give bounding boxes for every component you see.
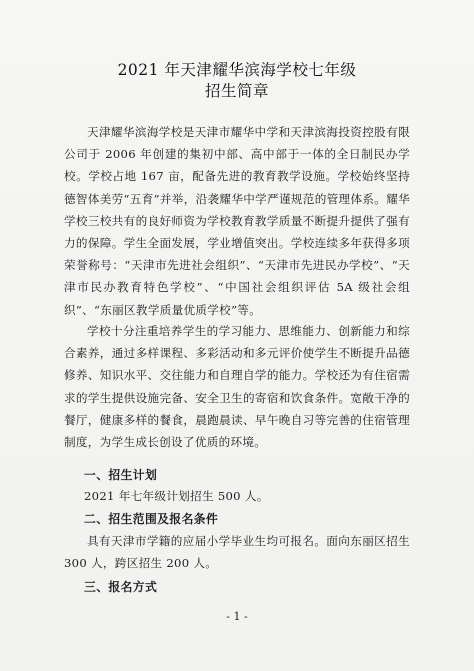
scope-text: 具有天津市学籍的应届小学毕业生均可报名。面向东丽区招生 300 人，跨区招生 200 人。 <box>64 534 410 571</box>
document-title-line2: 招生简章 <box>204 82 269 100</box>
section-heading-scope: 二、招生范围及报名条件 <box>84 512 219 526</box>
section-heading-registration: 三、报名方式 <box>84 580 158 594</box>
enrollment-plan-text: 2021 年七年级计划招生 500 人。 <box>84 489 269 503</box>
document-title-line1: 2021 年天津耀华滨海学校七年级 <box>117 61 357 79</box>
intro-paragraph: 天津耀华滨海学校是天津市耀华中学和天津滨海投资控股有限公司于 2006 年创建的集初中部、高中部于一体的全日制民办学校。学校占地 167 亩，配备先进的教育教学设施。学校始终坚持德智体美劳“五育”并举，沿袭耀华中学严谨规范的管理体系。耀华学校三校共有的良好师资为学校教育教学质量不断提升提供了强有力的保障。学生全面发展，学业增值突出。学校连续多年获得多项荣誉称号：“天津市先进社会组织”、“天津市先进民办学校”、“天津市民办教育特色学校”、“中国社会组织评估 5A 级社会组织”、“东丽区教学质量优质学校”等。 <box>64 125 410 317</box>
section-heading-enrollment-plan: 一、招生计划 <box>84 468 158 482</box>
page-number: - 1 - <box>226 610 248 623</box>
training-paragraph: 学校十分注重培养学生的学习能力、思维能力、创新能力和综合素养，通过多样课程、多彩活动和多元评价使学生不断提升品德修养、知识水平、交往能力和自理自学的能力。学校还为有住宿需求的学生提供设施完备、安全卫生的寄宿和饮食条件。宽敞干净的餐厅，健康多样的餐食，晨跑晨读、早午晚自习等完善的住宿管理制度，为学生成长创设了优质的环境。 <box>64 324 410 450</box>
